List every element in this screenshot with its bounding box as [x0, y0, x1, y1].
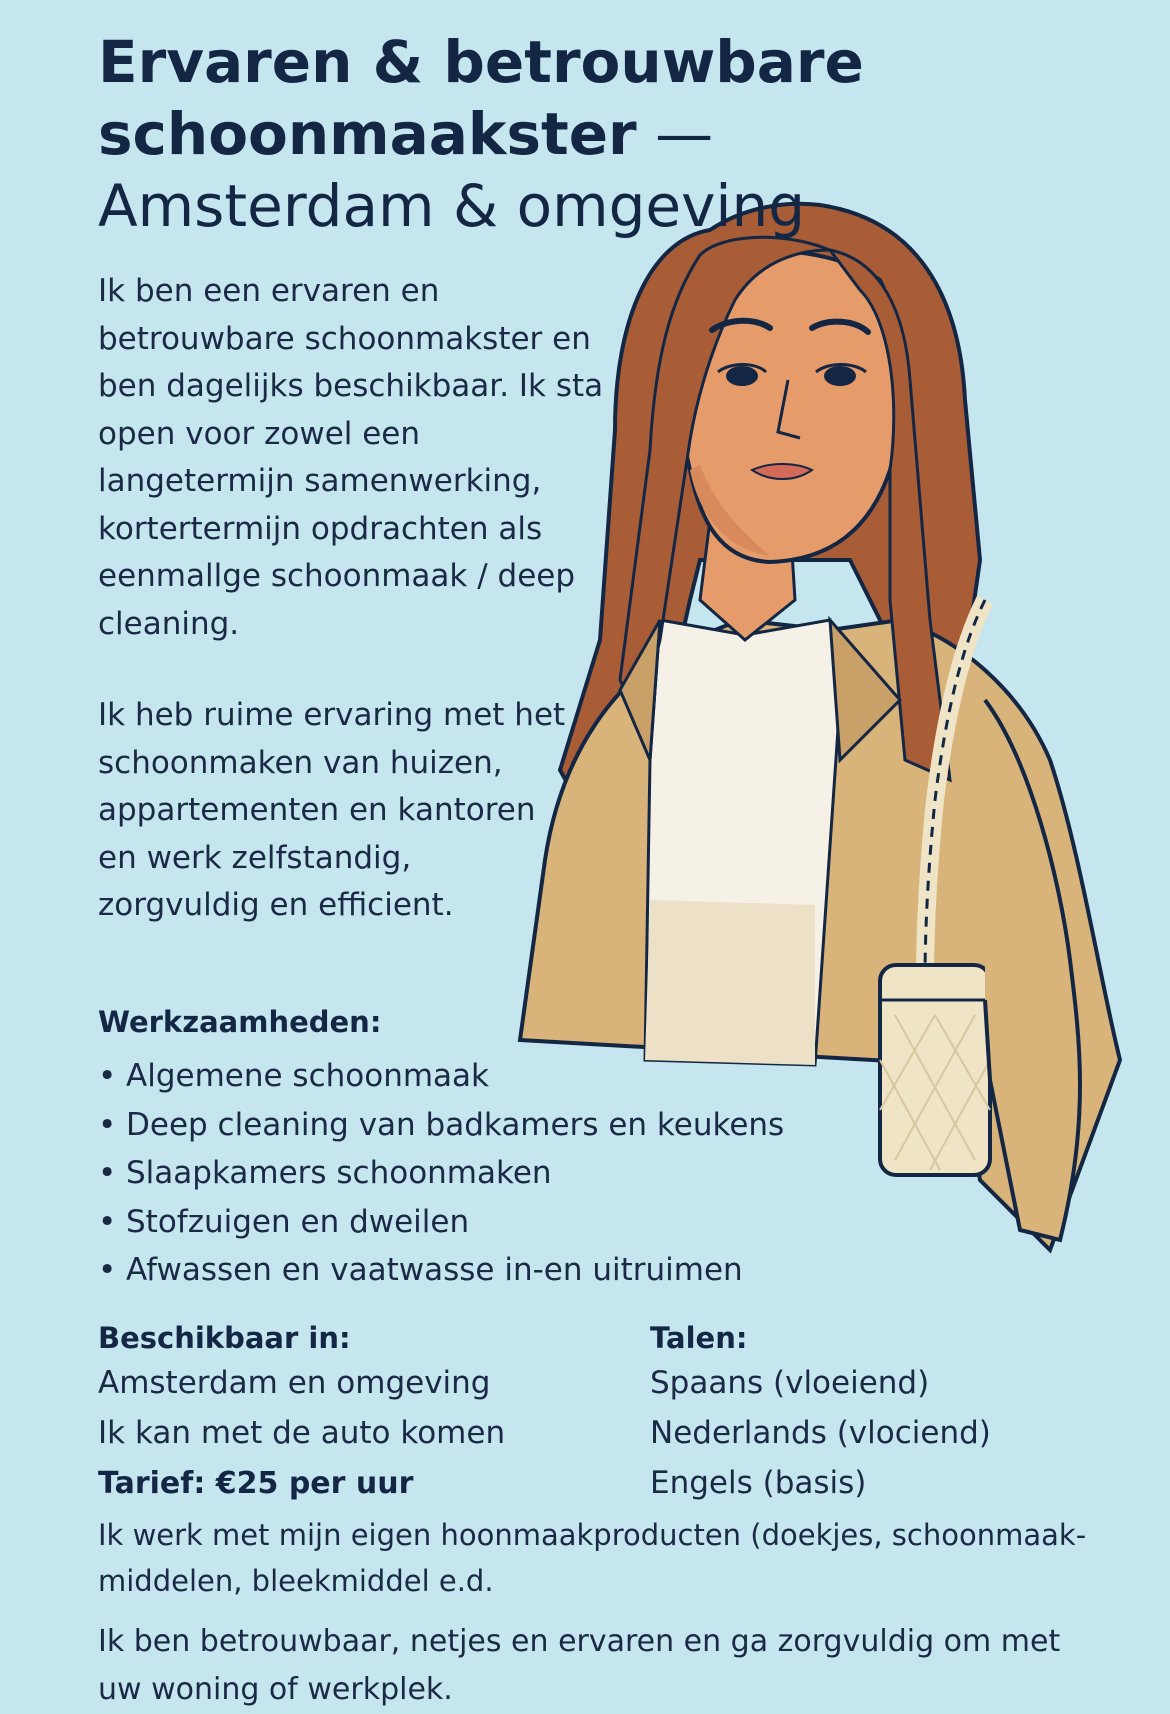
languages-section: [650, 1318, 1130, 1508]
availability-line: Amsterdam en omgeving: [98, 1365, 491, 1401]
availability-line: Ik kan met de auto komen: [98, 1415, 506, 1451]
intro-paragraph: Ik ben een ervaren en betrouwbare schoonmakster en ben dagelijks beschikbaar. Ik sta open voor zowel een langetermijn samenwerking, kortertermijn opdrachten als eenmallge schoonmaak / deep cleaning.: [98, 273, 604, 642]
page-title-bold: Ervaren & betrouwbare schoonmaakster: [98, 28, 864, 168]
availability-heading: Beschikbaar in:: [98, 1321, 351, 1355]
page-title: [98, 26, 1058, 242]
language-line: Nederlands (vlociend): [650, 1415, 991, 1451]
duties-list: [98, 1052, 858, 1295]
language-line: Spaans (vloeiend): [650, 1365, 930, 1401]
left-eye: [726, 366, 758, 386]
handbag: [880, 965, 990, 1175]
right-eye: [824, 366, 856, 386]
list-item: • Algemene schoonmaak: [98, 1052, 858, 1101]
list-item: • Slaapkamers schoonmaken: [98, 1149, 858, 1198]
rate-heading: Tarief: €25 per uur: [98, 1466, 414, 1501]
duties-heading: Werkzaamheden:: [98, 1005, 382, 1039]
list-item: • Deep cleaning van badkamers en keukens: [98, 1101, 858, 1150]
availability-section: [98, 1318, 658, 1458]
experience-paragraph: Ik heb ruime ervaring met het schoonmaken van huizen, appartementen en kantoren en werk zelfstandig, zorgvuldig en efficient.: [98, 697, 566, 923]
supplies-paragraph: Ik werk met mijn eigen hoonmaakproducten (doekjes, schoonmaak-middelen, bleekmiddel e.d.: [98, 1518, 1087, 1598]
shirt-shade: [645, 900, 815, 1065]
closing-paragraph: Ik ben betrouwbaar, netjes en ervaren en ga zorgvuldig om met uw woning of werkplek.: [98, 1624, 1061, 1707]
list-item: • Stofzuigen en dweilen: [98, 1198, 858, 1247]
page-title-location: — Amsterdam & omgeving: [98, 100, 806, 240]
list-item: • Afwassen en vaatwasse in-en uitruimen: [98, 1246, 858, 1295]
language-line: Engels (basis): [650, 1465, 867, 1501]
languages-heading: Talen:: [650, 1321, 748, 1355]
